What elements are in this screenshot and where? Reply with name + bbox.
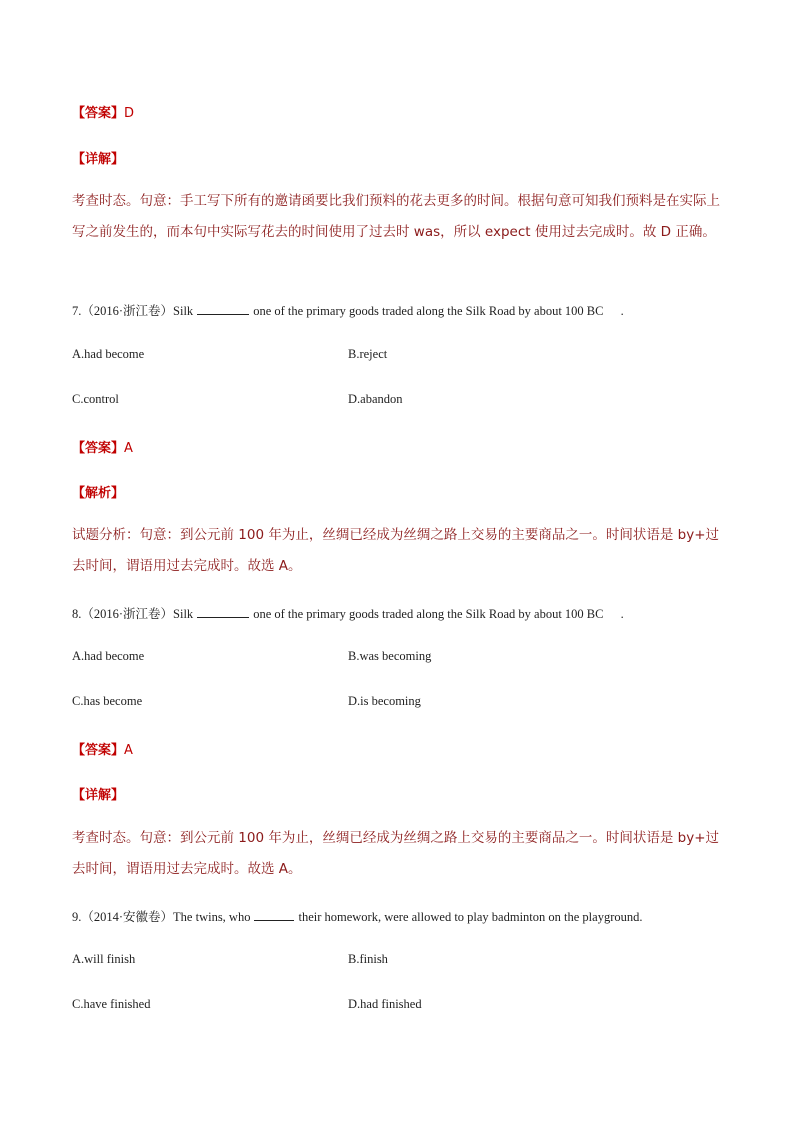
q8-option-b: B.was becoming <box>348 649 432 663</box>
q9-option-b: B.finish <box>348 952 388 966</box>
q6-answer-line <box>72 102 134 121</box>
q7-stem <box>72 301 624 319</box>
q8-option-a: A.had become <box>72 649 145 663</box>
q9-option-c: C.have finished <box>72 997 151 1011</box>
q7-blank <box>197 313 249 315</box>
q8-option-c: C.has become <box>72 694 143 708</box>
answer-label: 【答案】 <box>72 106 125 121</box>
q7-prefix: 7.（2016·浙江卷）Silk <box>72 304 194 318</box>
q7-answer: A <box>124 441 133 456</box>
q8-end: . <box>620 607 624 621</box>
q8-suffix: one of the primary goods traded along the Silk Road by about 100 BC <box>253 607 604 621</box>
detail-label: 【详解】 <box>72 152 125 167</box>
q7-option-c: C.control <box>72 392 119 406</box>
q8-blank <box>197 616 249 618</box>
q8-detail-heading <box>72 784 124 803</box>
q7-explanation: 试题分析：句意：到公元前 100 年为止，丝绸已经成为丝绸之路上交易的主要商品之一。时间状语是 by+过去时间，谓语用过去完成时。故选 A。 <box>72 527 720 574</box>
q9-blank <box>254 919 294 921</box>
q8-prefix: 8.（2016·浙江卷）Silk <box>72 607 194 621</box>
q6-detail-heading <box>72 148 124 167</box>
q8-answer: A <box>124 743 133 758</box>
q7-analysis-heading <box>72 482 124 501</box>
analysis-label: 【解析】 <box>72 486 125 501</box>
q9-suffix: their homework, were allowed to play badminton on the playground. <box>298 910 643 924</box>
q8-option-d: D.is becoming <box>348 694 421 708</box>
q8-stem <box>72 604 624 622</box>
q6-answer: D <box>124 106 135 121</box>
q9-prefix: 9.（2014·安徽卷）The twins, who <box>72 910 251 924</box>
q9-option-a: A.will finish <box>72 952 136 966</box>
q6-explanation: 考查时态。句意：手工写下所有的邀请函要比我们预料的花去更多的时间。根据句意可知我们预料是在实际上写之前发生的，而本句中实际写花去的时间使用了过去时 was，所以 expect 使用过去完成时。故 D 正确。 <box>72 193 720 240</box>
q7-option-d: D.abandon <box>348 392 403 406</box>
q7-answer-line <box>72 437 133 456</box>
q8-answer-line <box>72 739 133 758</box>
answer-label: 【答案】 <box>72 441 125 456</box>
q7-suffix: one of the primary goods traded along the Silk Road by about 100 BC <box>253 304 604 318</box>
q7-option-a: A.had become <box>72 347 145 361</box>
q8-explanation: 考查时态。句意：到公元前 100 年为止，丝绸已经成为丝绸之路上交易的主要商品之一。时间状语是 by+过去时间，谓语用过去完成时。故选 A。 <box>72 830 720 877</box>
q7-end: . <box>620 304 624 318</box>
q9-option-d: D.had finished <box>348 997 422 1011</box>
detail-label: 【详解】 <box>72 788 125 803</box>
answer-label: 【答案】 <box>72 743 125 758</box>
q9-stem <box>72 907 642 925</box>
q7-option-b: B.reject <box>348 347 388 361</box>
